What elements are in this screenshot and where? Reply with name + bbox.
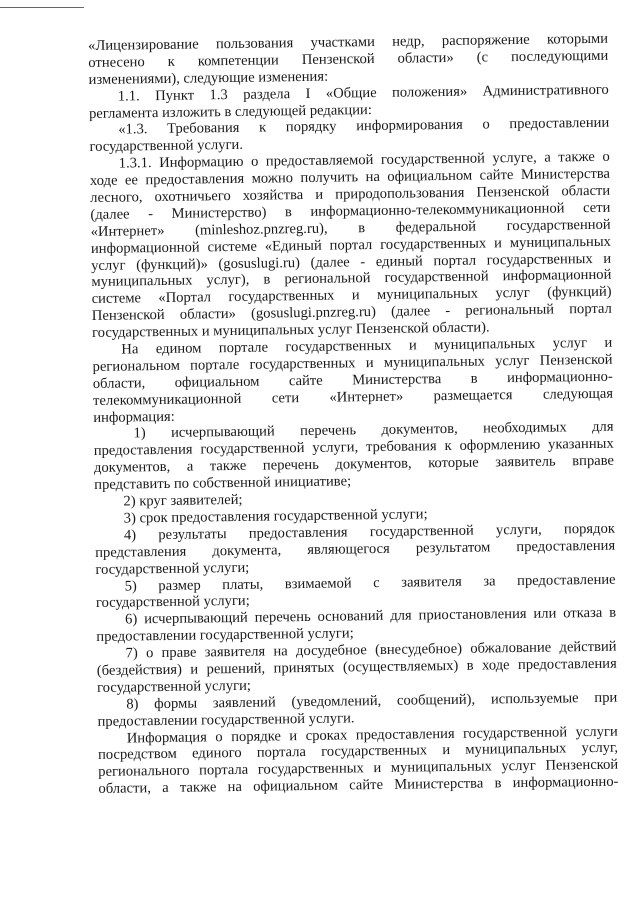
text-line: Пензенской области» (gosuslugi.pnzreg.ru) (далее - региональный портал <box>91 300 612 325</box>
text-line: государственной услуги; <box>95 593 250 612</box>
text-line: (далее - Министерство) в информационно-телекоммуникационной сети <box>90 199 611 223</box>
text-line: информационной системе «Единый портал государственных и муниципальных <box>90 233 612 257</box>
text-line: На едином портале государственных и муниципальных услуг и <box>121 334 613 358</box>
text-line: 7) о праве заявителя на досудебное (внесудебное) обжалование действий <box>125 638 617 662</box>
text-line: изменениями), следующие изменения: <box>88 68 329 88</box>
text-line: «1.3. Требования к порядку информирования о предоставлении <box>118 115 610 139</box>
text-line: 6) исчерпывающий перечень оснований для приостановления или отказа в <box>125 604 617 628</box>
text-line: 2) круг заявителей; <box>123 491 243 510</box>
text-line: «Лицензирование пользования участками недр, распоряжение которыми <box>88 30 609 54</box>
text-line: 1.3.1. Информацию о предоставляемой государственной услуге, а также о <box>118 148 610 172</box>
text-line: системе «Портал государственных и муниципальных услуг (функций) <box>91 284 612 308</box>
text-line: 1) исчерпывающий перечень документов, необходимых для <box>133 419 614 442</box>
text-line: государственной услуги. <box>89 137 244 156</box>
text-line: ходе ее предоставления можно получить на официальном сайте Министерства <box>89 165 611 190</box>
text-line: 5) размер платы, взимаемой с заявителя за предоставление <box>124 571 616 595</box>
text-line: государственных и муниципальных услуг Пензенской области). <box>92 319 490 342</box>
text-line: региональном портале государственных и муниципальных услуг Пензенской <box>92 351 613 375</box>
text-line: государственной услуги; <box>96 677 252 696</box>
text-line: информация: <box>93 408 175 426</box>
text-line: области, а также на официальном сайте Министерства в информационно- <box>98 773 619 798</box>
text-line: услуг (функций)» (gosuslugi.ru) (далее - единый портал государственных и <box>91 250 612 274</box>
text-line: лесного, охотничьего хозяйства и природопользования Пензенской области <box>90 182 611 206</box>
text-line: представления документа, являющегося результатом предоставления <box>95 537 616 561</box>
text-line: муниципальных услуг), в региональной государственной информационной <box>91 267 612 291</box>
text-line: Информация о порядке и сроках предоставления государственной услуги <box>126 723 618 747</box>
header-rule <box>0 7 84 8</box>
text-line: посредством единого портала государственных и муниципальных услуг, <box>97 740 619 764</box>
text-line: телекоммуникационной сети «Интернет» размещается следующая <box>92 385 614 409</box>
text-line: «Интернет» (minleshoz.pnzreg.ru), в федеральной государственной <box>90 216 611 240</box>
text-line: документов, а также перечень документов, которые заявитель вправе <box>93 452 615 477</box>
text-line: 4) результаты предоставления государственной услуги, порядок <box>123 520 616 544</box>
text-line: государственной услуги; <box>95 559 250 578</box>
text-line: предоставлении государственной услуги. <box>97 709 355 730</box>
text-line: отнесено к компетенции Пензенской области» (с последующими <box>88 47 609 71</box>
text-line: 1.1. Пункт 1.3 раздела I «Общие положения» Административного <box>117 81 609 105</box>
text-line: регламента изложить в следующей редакции: <box>88 101 372 122</box>
text-line: представить по собственной инициативе; <box>94 473 352 494</box>
document-body <box>88 31 619 798</box>
text-line: предоставления государственной услуги, требования к оформлению указанных <box>93 436 614 460</box>
text-line: 8) формы заявлений (уведомлений, сообщений), используемые при <box>126 689 618 713</box>
text-line: регионального портала государственных и муниципальных услуг Пензенской <box>98 756 619 781</box>
text-line: 3) срок предоставления государственной услуги; <box>123 506 428 527</box>
text-line: области, официальном сайте Министерства в информационно- <box>92 368 613 392</box>
text-line: предоставлении государственной услуги; <box>96 625 354 646</box>
text-line: (бездействия) и решений, принятых (осуществляемых) в ходе предоставления <box>96 655 617 679</box>
